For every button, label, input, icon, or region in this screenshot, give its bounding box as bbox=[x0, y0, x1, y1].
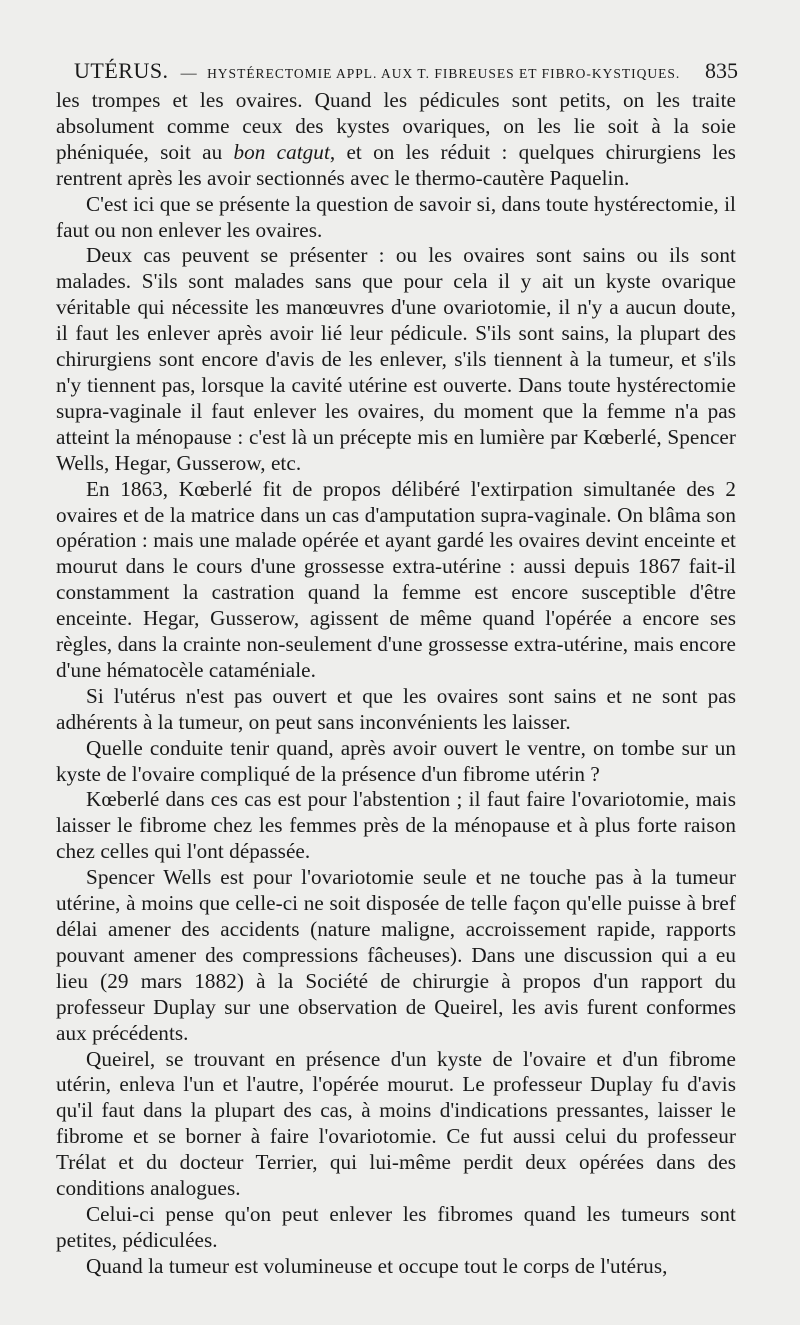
chapter-title: UTÉRUS. bbox=[74, 58, 169, 83]
paragraph-9: Queirel, se trouvant en présence d'un kyste de l'ovaire et d'un fibrome utérin, enleva l'un et l'autre, l'opérée mourut. Le professeur Duplay fu d'avis qu'il faut dans la plupart des cas, à moins d'indications pressantes, laisser le fibrome et se borner à faire l'ovariotomie. Ce fut aussi celui du professeur Trélat et du docteur Terrier, qui lui-même perdit deux opérées dans des conditions analogues. bbox=[56, 1046, 736, 1201]
italic-term: bon catgut bbox=[233, 139, 330, 164]
header-separator: — bbox=[180, 65, 198, 82]
paragraph-8: Spencer Wells est pour l'ovariotomie seule et ne touche pas à la tumeur utérine, à moins que celle-ci ne soit disposée de telle façon qu'elle puisse à bref délai amener des accidents (nature maligne, accroissement rapide, rapports pouvant amener des compressions fâcheuses). Dans une discussion qui a eu lieu (29 mars 1882) à la Société de chirurgie à propos d'un rapport du professeur Duplay sur une observation de Queirel, les avis furent conformes aux précédents. bbox=[56, 865, 736, 1045]
paragraph-6: Quelle conduite tenir quand, après avoir ouvert le ventre, on tombe sur un kyste de l'ovaire compliqué de la présence d'un fibrome utérin ? bbox=[56, 735, 736, 786]
paragraph-2: C'est ici que se présente la question de savoir si, dans toute hystérectomie, il faut ou non enlever les ovaires. bbox=[56, 191, 736, 242]
page-number: 835 bbox=[705, 58, 738, 83]
section-subtitle: HYSTÉRECTOMIE APPL. AUX T. FIBREUSES ET FIBRO-KYSTIQUES. bbox=[207, 66, 681, 81]
paragraph-3: Deux cas peuvent se présenter : ou les ovaires sont sains ou ils sont malades. S'ils sont malades sans que pour cela il y ait un kyste ovarique véritable qui nécessite les manœuvres d'une ovariotomie, il n'y a aucun doute, il faut les enlever après avoir lié leur pédicule. S'ils sont sains, la plupart des chirurgiens sont encore d'avis de les enlever, s'ils tiennent à la tumeur, et s'ils n'y tiennent pas, lorsque la cavité utérine est ouverte. Dans toute hystérectomie supra-vaginale il faut enlever les ovaires, du moment que la femme n'a pas atteint la ménopause : c'est là un précepte mis en lumière par Kœberlé, Spencer Wells, Hegar, Gusserow, etc. bbox=[56, 243, 736, 475]
paragraph-5: Si l'utérus n'est pas ouvert et que les ovaires sont sains et ne sont pas adhérents à la tumeur, on peut sans inconvénients les laisser. bbox=[56, 683, 736, 734]
paragraph-1: les trompes et les ovaires. Quand les pédicules sont petits, on les traite absolument comme ceux des kystes ovariques, on les lie soit à la soie phéniquée, soit au bon catgut, et on les réduit : quelques chirurgiens les rentrent après les avoir sectionnés avec le thermo-cautère Paquelin. bbox=[56, 88, 736, 190]
running-header bbox=[56, 54, 736, 88]
paragraph-11: Quand la tumeur est volumineuse et occupe tout le corps de l'utérus, bbox=[86, 1253, 668, 1278]
paragraph-7: Kœberlé dans ces cas est pour l'abstention ; il faut faire l'ovariotomie, mais laisser le fibrome chez les femmes près de la ménopause et à plus forte raison chez celles qui l'ont dépassée. bbox=[56, 787, 736, 864]
page-body bbox=[56, 88, 736, 1280]
paragraph-10: Celui-ci pense qu'on peut enlever les fibromes quand les tumeurs sont petites, pédiculées. bbox=[56, 1201, 736, 1252]
header-title-line bbox=[74, 58, 680, 84]
paragraph-4: En 1863, Kœberlé fit de propos délibéré l'extirpation simultanée des 2 ovaires et de la matrice dans un cas d'amputation supra-vaginale. On blâma son opération : mais une malade opérée et ayant gardé les ovaires devint enceinte et mourut dans le cours d'une grossesse extra-utérine : aussi depuis 1867 fait-il constamment la castration quand la femme est encore susceptible d'être enceinte. Hegar, Gusserow, agissent de même quand l'opérée a encore ses règles, dans la crainte non-seulement d'une grossesse extra-utérine, mais encore d'une hématocèle cataméniale. bbox=[56, 476, 736, 682]
